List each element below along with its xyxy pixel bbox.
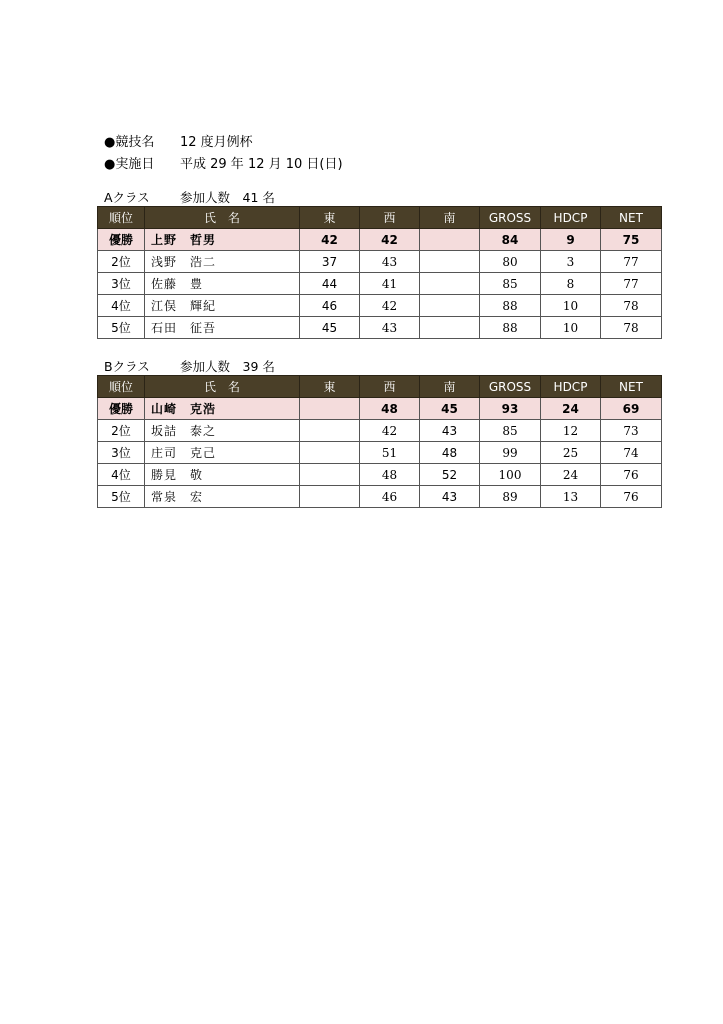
player-name-cell: 佐藤 豊 (145, 273, 300, 295)
hdcp-cell: 13 (541, 486, 601, 508)
player-name-cell: 常泉 宏 (145, 486, 300, 508)
east-score-cell: 46 (300, 295, 360, 317)
player-name-cell: 浅野 浩二 (145, 251, 300, 273)
south-score-cell (420, 251, 480, 273)
rank-cell: 4位 (98, 464, 145, 486)
header-rank: 順位 (98, 376, 145, 398)
west-score-cell: 41 (360, 273, 420, 295)
west-score-cell: 42 (360, 295, 420, 317)
rank-cell: 3位 (98, 273, 145, 295)
header-west: 西 (360, 207, 420, 229)
class-b-title (104, 357, 275, 375)
net-score-cell: 76 (601, 486, 662, 508)
header-hdcp: HDCP (541, 207, 601, 229)
table-row (98, 317, 662, 339)
south-score-cell: 48 (420, 442, 480, 464)
table-row (98, 273, 662, 295)
net-score-cell: 77 (601, 273, 662, 295)
west-score-cell: 46 (360, 486, 420, 508)
west-score-cell: 42 (360, 229, 420, 251)
west-score-cell: 51 (360, 442, 420, 464)
east-score-cell: 37 (300, 251, 360, 273)
east-score-cell (300, 486, 360, 508)
net-score-cell: 78 (601, 295, 662, 317)
event-name-value: 12 度月例杯 (180, 135, 253, 150)
rank-cell: 2位 (98, 420, 145, 442)
header-gross: GROSS (480, 207, 541, 229)
east-score-cell (300, 464, 360, 486)
rank-cell: 優勝 (98, 229, 145, 251)
header-name: 氏 名 (145, 207, 300, 229)
event-date-line (104, 153, 343, 172)
header-gross: GROSS (480, 376, 541, 398)
header-south: 南 (420, 207, 480, 229)
header-hdcp: HDCP (541, 376, 601, 398)
net-score-cell: 74 (601, 442, 662, 464)
rank-cell: 5位 (98, 317, 145, 339)
south-score-cell (420, 273, 480, 295)
header-rank: 順位 (98, 207, 145, 229)
south-score-cell: 43 (420, 486, 480, 508)
east-score-cell (300, 442, 360, 464)
south-score-cell (420, 295, 480, 317)
event-date-value: 平成 29 年 12 月 10 日(日) (180, 157, 343, 172)
south-score-cell: 45 (420, 398, 480, 420)
rank-cell: 優勝 (98, 398, 145, 420)
gross-score-cell: 85 (480, 420, 541, 442)
event-name-line (104, 131, 253, 150)
net-score-cell: 73 (601, 420, 662, 442)
rank-cell: 4位 (98, 295, 145, 317)
gross-score-cell: 100 (480, 464, 541, 486)
table-row (98, 229, 662, 251)
gross-score-cell: 84 (480, 229, 541, 251)
net-score-cell: 77 (601, 251, 662, 273)
west-score-cell: 48 (360, 464, 420, 486)
hdcp-cell: 12 (541, 420, 601, 442)
hdcp-cell: 10 (541, 295, 601, 317)
player-name-cell: 石田 征吾 (145, 317, 300, 339)
table-row (98, 442, 662, 464)
table-row (98, 251, 662, 273)
table-row (98, 464, 662, 486)
hdcp-cell: 24 (541, 464, 601, 486)
south-score-cell: 52 (420, 464, 480, 486)
net-score-cell: 78 (601, 317, 662, 339)
east-score-cell: 44 (300, 273, 360, 295)
east-score-cell: 42 (300, 229, 360, 251)
table-row (98, 420, 662, 442)
class-b-table (97, 375, 662, 508)
gross-score-cell: 88 (480, 317, 541, 339)
rank-cell: 2位 (98, 251, 145, 273)
header-net: NET (601, 376, 662, 398)
hdcp-cell: 8 (541, 273, 601, 295)
header-south: 南 (420, 376, 480, 398)
gross-score-cell: 99 (480, 442, 541, 464)
hdcp-cell: 24 (541, 398, 601, 420)
class-b-name: Bクラス (104, 359, 150, 374)
rank-cell: 5位 (98, 486, 145, 508)
player-name-cell: 江俣 輝紀 (145, 295, 300, 317)
east-score-cell: 45 (300, 317, 360, 339)
player-name-cell: 勝見 敬 (145, 464, 300, 486)
class-a-title (104, 188, 275, 206)
hdcp-cell: 25 (541, 442, 601, 464)
header-east: 東 (300, 376, 360, 398)
table-header-row (98, 207, 662, 229)
hdcp-cell: 9 (541, 229, 601, 251)
header-west: 西 (360, 376, 420, 398)
event-name-label: ●競技名 (104, 135, 155, 150)
east-score-cell (300, 398, 360, 420)
net-score-cell: 75 (601, 229, 662, 251)
south-score-cell (420, 229, 480, 251)
player-name-cell: 坂詰 泰之 (145, 420, 300, 442)
class-a-name: Aクラス (104, 190, 150, 205)
table-row (98, 398, 662, 420)
gross-score-cell: 88 (480, 295, 541, 317)
net-score-cell: 76 (601, 464, 662, 486)
rank-cell: 3位 (98, 442, 145, 464)
table-header-row (98, 376, 662, 398)
gross-score-cell: 89 (480, 486, 541, 508)
header-net: NET (601, 207, 662, 229)
west-score-cell: 43 (360, 317, 420, 339)
player-name-cell: 山崎 克浩 (145, 398, 300, 420)
west-score-cell: 48 (360, 398, 420, 420)
table-row (98, 486, 662, 508)
south-score-cell: 43 (420, 420, 480, 442)
class-a-participants: 参加人数 41 名 (180, 190, 275, 205)
table-row (98, 295, 662, 317)
gross-score-cell: 85 (480, 273, 541, 295)
header-east: 東 (300, 207, 360, 229)
class-b-participants: 参加人数 39 名 (180, 359, 275, 374)
west-score-cell: 42 (360, 420, 420, 442)
gross-score-cell: 93 (480, 398, 541, 420)
gross-score-cell: 80 (480, 251, 541, 273)
event-date-label: ●実施日 (104, 157, 155, 172)
west-score-cell: 43 (360, 251, 420, 273)
player-name-cell: 上野 哲男 (145, 229, 300, 251)
header-name: 氏 名 (145, 376, 300, 398)
hdcp-cell: 3 (541, 251, 601, 273)
class-a-table (97, 206, 662, 339)
east-score-cell (300, 420, 360, 442)
net-score-cell: 69 (601, 398, 662, 420)
hdcp-cell: 10 (541, 317, 601, 339)
player-name-cell: 庄司 克己 (145, 442, 300, 464)
south-score-cell (420, 317, 480, 339)
